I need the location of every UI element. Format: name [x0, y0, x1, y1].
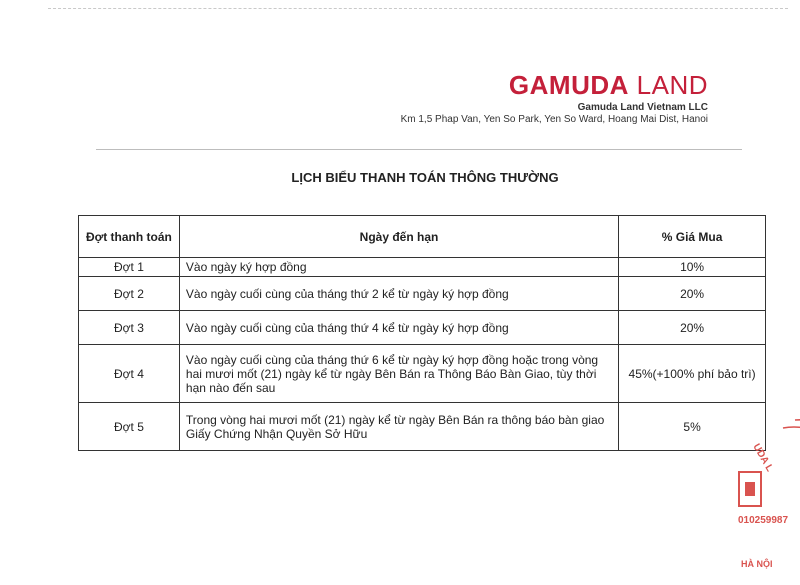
due-cell: Vào ngày ký hợp đồng: [179, 258, 618, 277]
due-cell: Trong vòng hai mươi mốt (21) ngày kể từ ngày Bên Bán ra thông báo bàn giao Giấy Chứng Nhận Quyền Sở Hữu: [179, 403, 618, 451]
stamp-text-city: HÀ NỘI: [741, 559, 773, 569]
stamp-text-number: 010259987: [738, 515, 789, 526]
top-dashed-rule: [48, 8, 788, 9]
company-name: Gamuda Land Vietnam LLC: [577, 102, 708, 113]
company-address: Km 1,5 Phap Van, Yen So Park, Yen So Ward, Hoang Mai Dist, Hanoi: [400, 114, 708, 125]
stamp-text-top: UDA L: [750, 442, 776, 474]
brand-logo: [509, 72, 708, 98]
brand-name-bold: GAMUDA: [508, 70, 629, 100]
table-row: [79, 403, 766, 451]
due-cell: Vào ngày cuối cùng của tháng thứ 4 kể từ ngày ký hợp đồng: [179, 311, 618, 345]
table-row: [79, 345, 766, 403]
percent-cell: 45%(+100% phí bảo trì): [619, 345, 766, 403]
payment-schedule-table: [78, 215, 766, 451]
document-title: LỊCH BIỂU THANH TOÁN THÔNG THƯỜNG: [291, 170, 559, 185]
stage-cell: Đợt 2: [79, 277, 180, 311]
stage-cell: Đợt 3: [79, 311, 180, 345]
stage-cell: Đợt 5: [79, 403, 180, 451]
header-divider: [96, 149, 742, 150]
table-row: [79, 258, 766, 277]
table-header-row: [79, 216, 766, 258]
brand-name-light: LAND: [636, 70, 708, 100]
table-row: [79, 311, 766, 345]
percent-cell: 10%: [619, 258, 766, 277]
stage-cell: Đợt 1: [79, 258, 180, 277]
stage-cell: Đợt 4: [79, 345, 180, 403]
header-stage: Đợt thanh toán: [79, 216, 180, 258]
table-row: [79, 277, 766, 311]
due-cell: Vào ngày cuối cùng của tháng thứ 2 kể từ ngày ký hợp đồng: [179, 277, 618, 311]
percent-cell: 20%: [619, 277, 766, 311]
percent-cell: 5%: [619, 403, 766, 451]
company-seal-stamp: [735, 410, 800, 580]
due-cell: Vào ngày cuối cùng của tháng thứ 6 kể từ ngày ký hợp đồng hoặc trong vòng hai mươi mốt (21) ngày kể từ ngày Bên Bán ra Thông Báo Bàn Giao, tùy thời hạn nào đến sau: [179, 345, 618, 403]
header-due-date: Ngày đến hạn: [179, 216, 618, 258]
header-percent: % Giá Mua: [619, 216, 766, 258]
percent-cell: 20%: [619, 311, 766, 345]
